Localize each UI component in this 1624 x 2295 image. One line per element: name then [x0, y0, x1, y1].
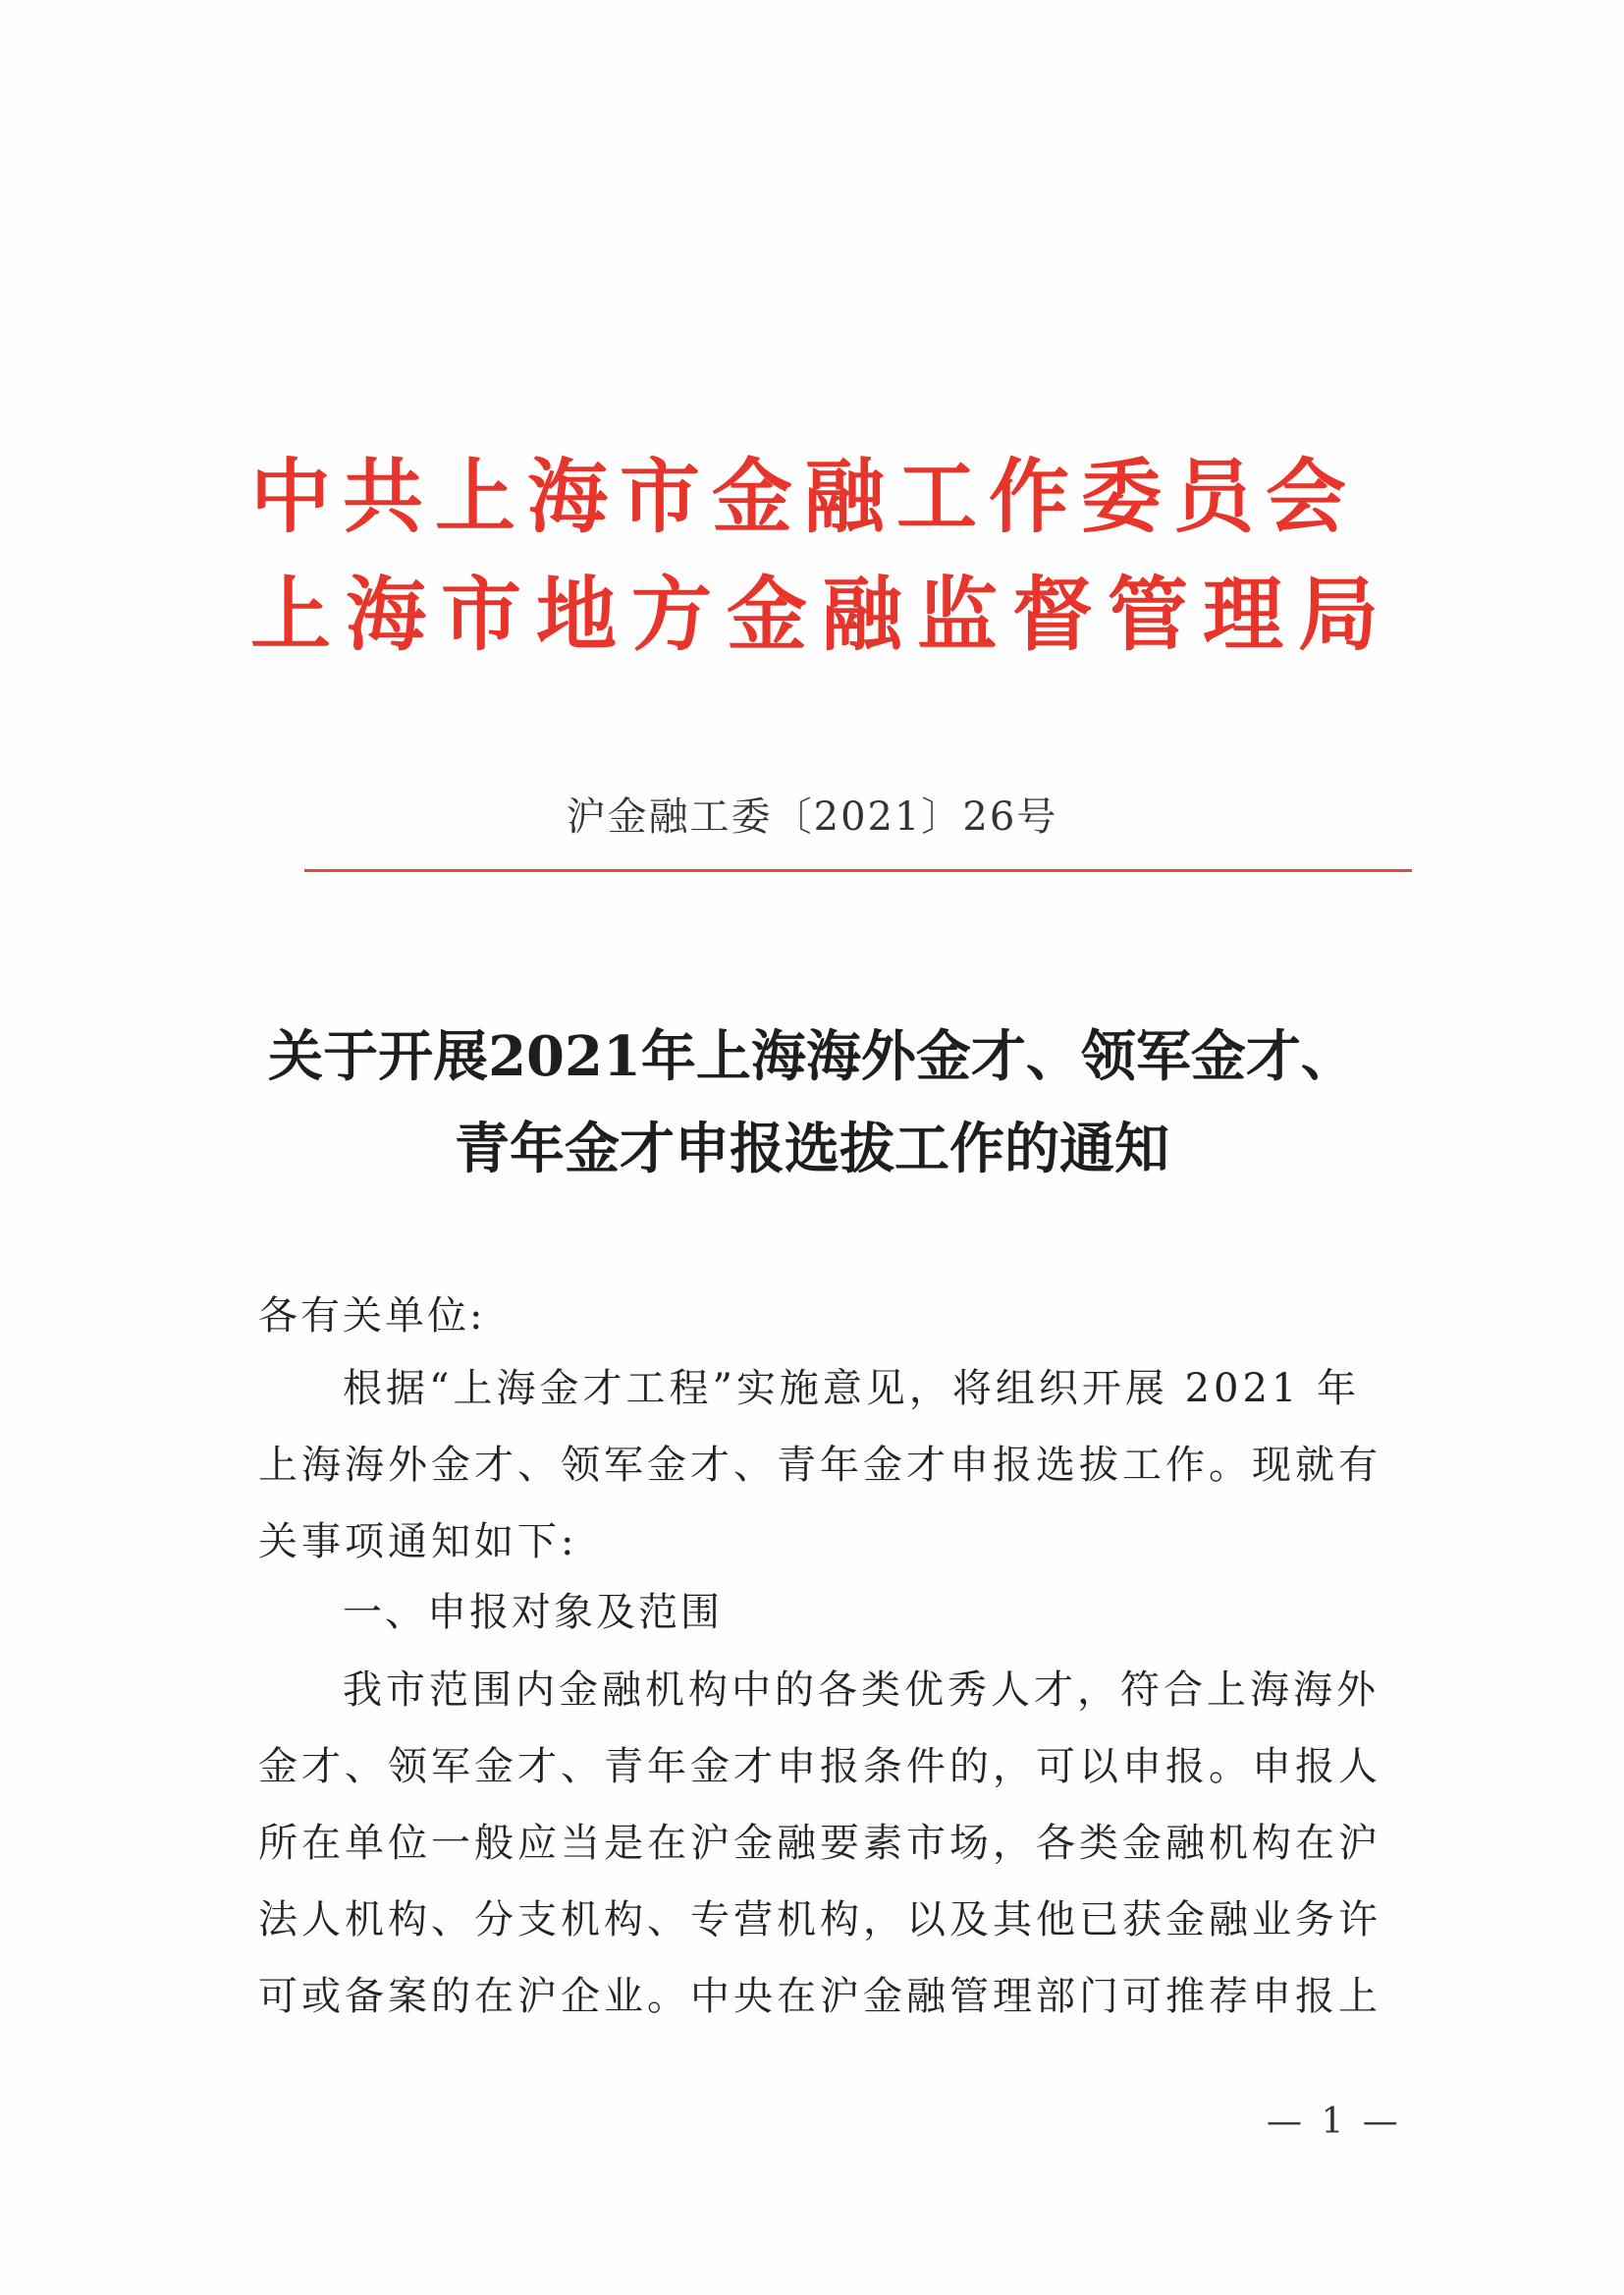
issuer-name-party-committee: 中共上海市金融工作委员会	[250, 451, 1359, 544]
intro-paragraph	[258, 1350, 1397, 1580]
paragraph-line: 根据“上海金才工程”实施意见，将组织开展 2021 年	[343, 1366, 1361, 1411]
paragraph-line: 金才、领军金才、青年金才申报条件的，可以申报。申报人	[258, 1744, 1381, 1789]
document-title-line-2: 青年金才申报选拔工作的通知	[455, 1117, 1169, 1181]
paragraph-line: 上海海外金才、领军金才、青年金才申报选拔工作。现就有	[258, 1443, 1381, 1488]
paragraph-line: 关事项通知如下:	[258, 1519, 578, 1564]
paragraph-line: 所在单位一般应当是在沪金融要素市场，各类金融机构在沪	[258, 1821, 1381, 1866]
paragraph-line: 我市范围内金融机构中的各类优秀人才，符合上海海外	[343, 1667, 1380, 1713]
page-number: — 1 —	[1267, 2102, 1402, 2142]
paragraph-line: 可或备案的在沪企业。中央在沪金融管理部门可推荐申报上	[258, 1974, 1381, 2019]
section-heading: 一、申报对象及范围	[343, 1590, 723, 1635]
red-divider-line	[304, 869, 1412, 872]
issuer-name-regulatory-bureau: 上海市地方金融监督管理局	[250, 569, 1394, 662]
paragraph-line: 法人机构、分支机构、专营机构，以及其他已获金融业务许	[258, 1897, 1381, 1942]
document-number: 沪金融工委〔2021〕26号	[566, 794, 1058, 840]
section-paragraph	[258, 1652, 1397, 2035]
salutation: 各有关单位:	[258, 1293, 486, 1339]
document-title-line-1: 关于开展2021年上海海外金才、领军金才、	[268, 1024, 1356, 1089]
